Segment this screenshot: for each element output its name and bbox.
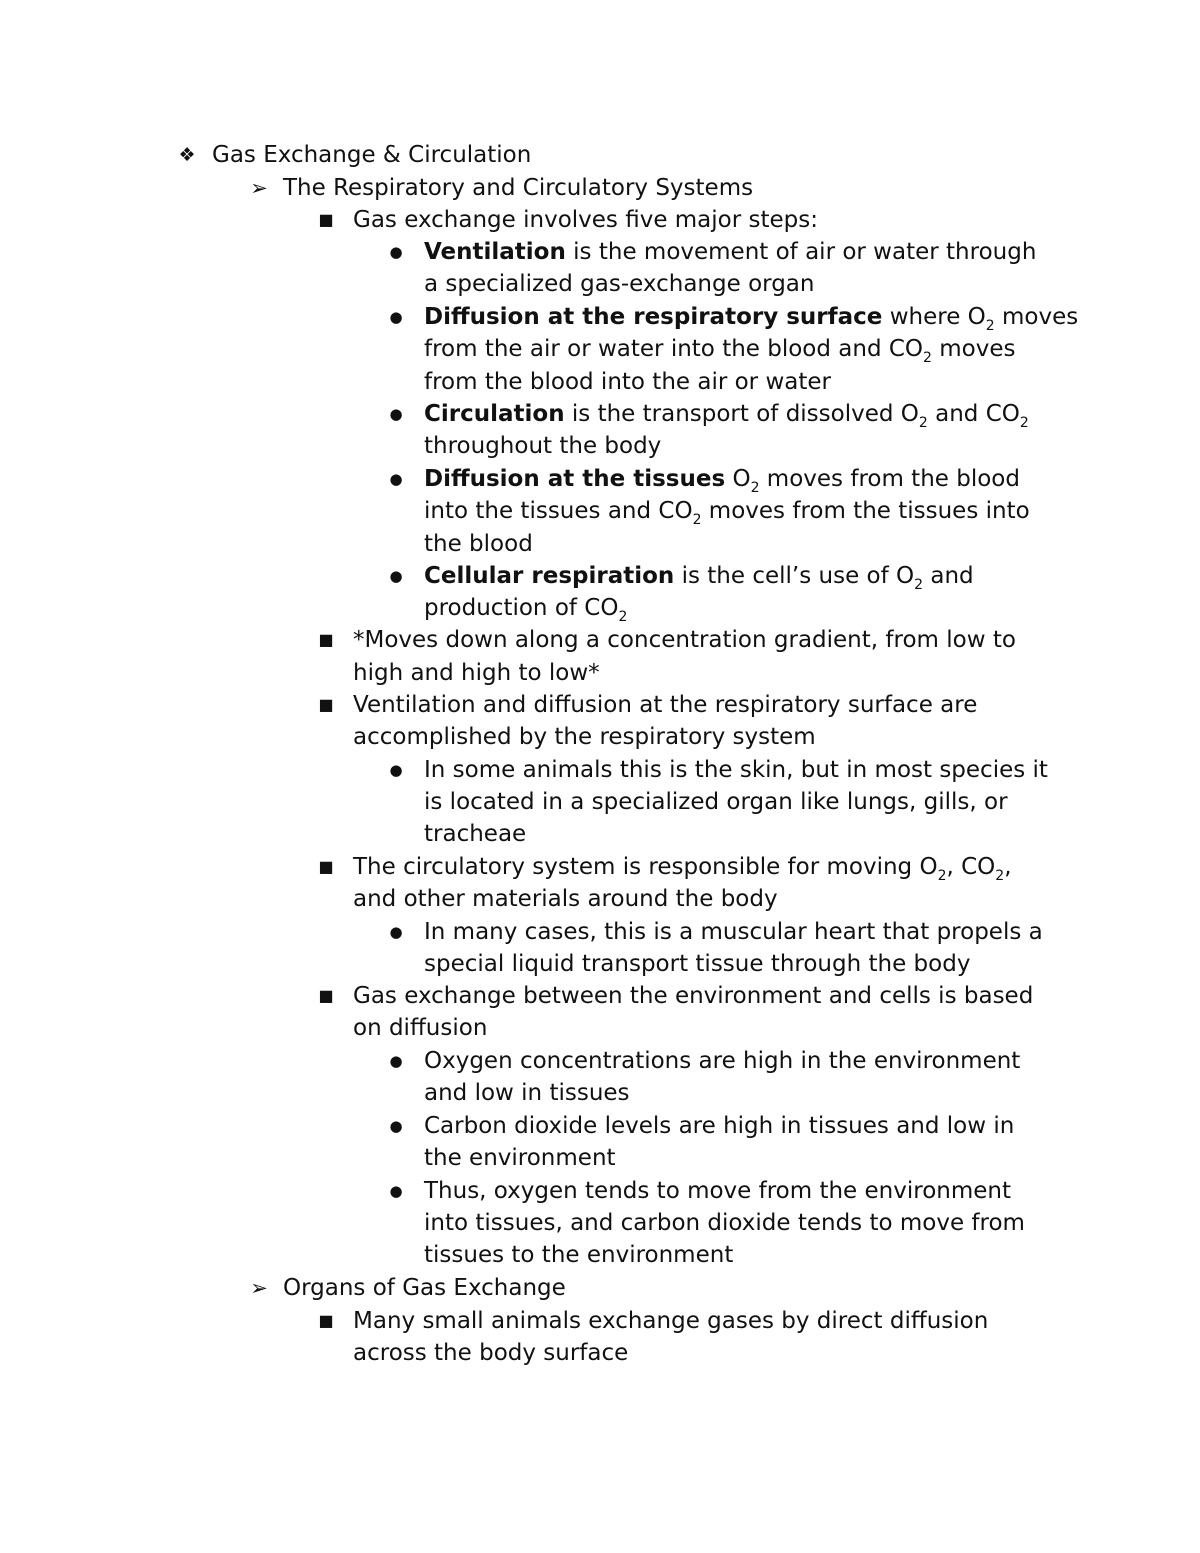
term: Circulation <box>424 401 565 427</box>
dot-bullet-icon: ● <box>389 923 403 941</box>
square-bullet-icon: ■ <box>318 630 334 649</box>
square-bullet-icon: ■ <box>318 695 334 714</box>
text: into the tissues and CO <box>424 498 693 524</box>
list-item-continuation: tracheae <box>424 821 527 847</box>
text: is the movement of air or water through <box>565 239 1037 265</box>
subsection-heading: Organs of Gas Exchange <box>283 1275 566 1301</box>
list-item-continuation: the environment <box>424 1145 616 1171</box>
subscript: 2 <box>985 318 995 334</box>
dot-bullet-icon: ● <box>389 308 403 326</box>
square-bullet-icon: ■ <box>318 986 334 1005</box>
subscript: 2 <box>1019 415 1029 431</box>
subscript: 2 <box>750 480 760 496</box>
list-item <box>424 560 974 592</box>
section-title: Gas Exchange & Circulation <box>212 142 532 168</box>
list-item: Gas exchange between the environment and cells is based <box>353 983 1034 1009</box>
list-item-continuation: tissues to the environment <box>424 1242 734 1268</box>
list-item <box>424 398 1029 430</box>
subscript: 2 <box>692 512 702 528</box>
list-item-continuation: across the body surface <box>353 1340 629 1366</box>
text: moves from the blood <box>759 466 1020 492</box>
list-item-continuation <box>424 333 1016 365</box>
subscript: 2 <box>937 868 947 884</box>
list-item: In many cases, this is a muscular heart that propels a <box>424 919 1043 945</box>
subscript: 2 <box>923 350 932 366</box>
list-item: In some animals this is the skin, but in most species it <box>424 757 1048 783</box>
text: , CO <box>946 854 996 880</box>
dot-bullet-icon: ● <box>389 243 403 261</box>
text: and <box>923 563 974 589</box>
list-item-continuation: from the blood into the air or water <box>424 369 831 395</box>
dot-bullet-icon: ● <box>389 761 403 779</box>
text: is the cell’s use of O <box>674 563 915 589</box>
text: O <box>725 466 751 492</box>
list-item-continuation: accomplished by the respiratory system <box>353 724 816 750</box>
text: from the air or water into the blood and CO <box>424 336 924 362</box>
list-item <box>353 851 1012 883</box>
list-item-continuation: special liquid transport tissue through the body <box>424 951 971 977</box>
list-item-continuation: throughout the body <box>424 433 662 459</box>
text: is the transport of dissolved O <box>564 401 919 427</box>
arrow-bullet-icon: ➢ <box>250 1276 268 1300</box>
text: moves <box>931 336 1016 362</box>
list-item <box>424 301 1078 333</box>
square-bullet-icon: ■ <box>318 1311 334 1330</box>
subscript: 2 <box>918 415 928 431</box>
square-bullet-icon: ■ <box>318 857 334 876</box>
term: Diffusion at the tissues <box>424 466 726 492</box>
text: moves <box>994 304 1079 330</box>
arrow-bullet-icon: ➢ <box>250 176 268 200</box>
dot-bullet-icon: ● <box>389 470 403 488</box>
dot-bullet-icon: ● <box>389 1052 403 1070</box>
list-item: Thus, oxygen tends to move from the environment <box>424 1178 1011 1204</box>
list-item-continuation: and low in tissues <box>424 1080 630 1106</box>
list-item <box>424 236 1036 268</box>
list-item-continuation: is located in a specialized organ like lungs, gills, or <box>424 789 1008 815</box>
text: moves from the tissues into <box>701 498 1030 524</box>
list-item: Oxygen concentrations are high in the environment <box>424 1048 1021 1074</box>
list-item: Many small animals exchange gases by direct diffusion <box>353 1308 989 1334</box>
subsection-heading: The Respiratory and Circulatory Systems <box>283 175 754 201</box>
dot-bullet-icon: ● <box>389 1182 403 1200</box>
list-item-continuation <box>424 495 1030 527</box>
term: Diffusion at the respiratory surface <box>424 304 883 330</box>
list-item: Gas exchange involves five major steps: <box>353 207 818 233</box>
list-item-continuation <box>424 592 627 624</box>
text: , <box>1004 854 1012 880</box>
text: production of CO <box>424 595 619 621</box>
diamond-bullet-icon: ❖ <box>178 144 196 166</box>
list-item-continuation: the blood <box>424 531 533 557</box>
list-item: Ventilation and diffusion at the respiratory surface are <box>353 692 978 718</box>
list-item-continuation: and other materials around the body <box>353 886 778 912</box>
dot-bullet-icon: ● <box>389 1117 403 1135</box>
subscript: 2 <box>914 577 924 593</box>
list-item <box>424 463 1020 495</box>
text: where O <box>882 304 986 330</box>
subscript: 2 <box>618 609 628 625</box>
dot-bullet-icon: ● <box>389 405 403 423</box>
subscript: 2 <box>995 868 1005 884</box>
text: and CO <box>927 401 1020 427</box>
text: The circulatory system is responsible for moving O <box>353 854 938 880</box>
term: Cellular respiration <box>424 563 675 589</box>
list-item-continuation: high and high to low* <box>353 660 600 686</box>
term: Ventilation <box>424 239 566 265</box>
list-item: Carbon dioxide levels are high in tissues and low in <box>424 1113 1015 1139</box>
square-bullet-icon: ■ <box>318 210 334 229</box>
list-item: *Moves down along a concentration gradient, from low to <box>353 627 1016 653</box>
list-item-continuation: into tissues, and carbon dioxide tends to move from <box>424 1210 1025 1236</box>
list-item-continuation: a specialized gas-exchange organ <box>424 271 815 297</box>
list-item-continuation: on diffusion <box>353 1015 488 1041</box>
dot-bullet-icon: ● <box>389 567 403 585</box>
